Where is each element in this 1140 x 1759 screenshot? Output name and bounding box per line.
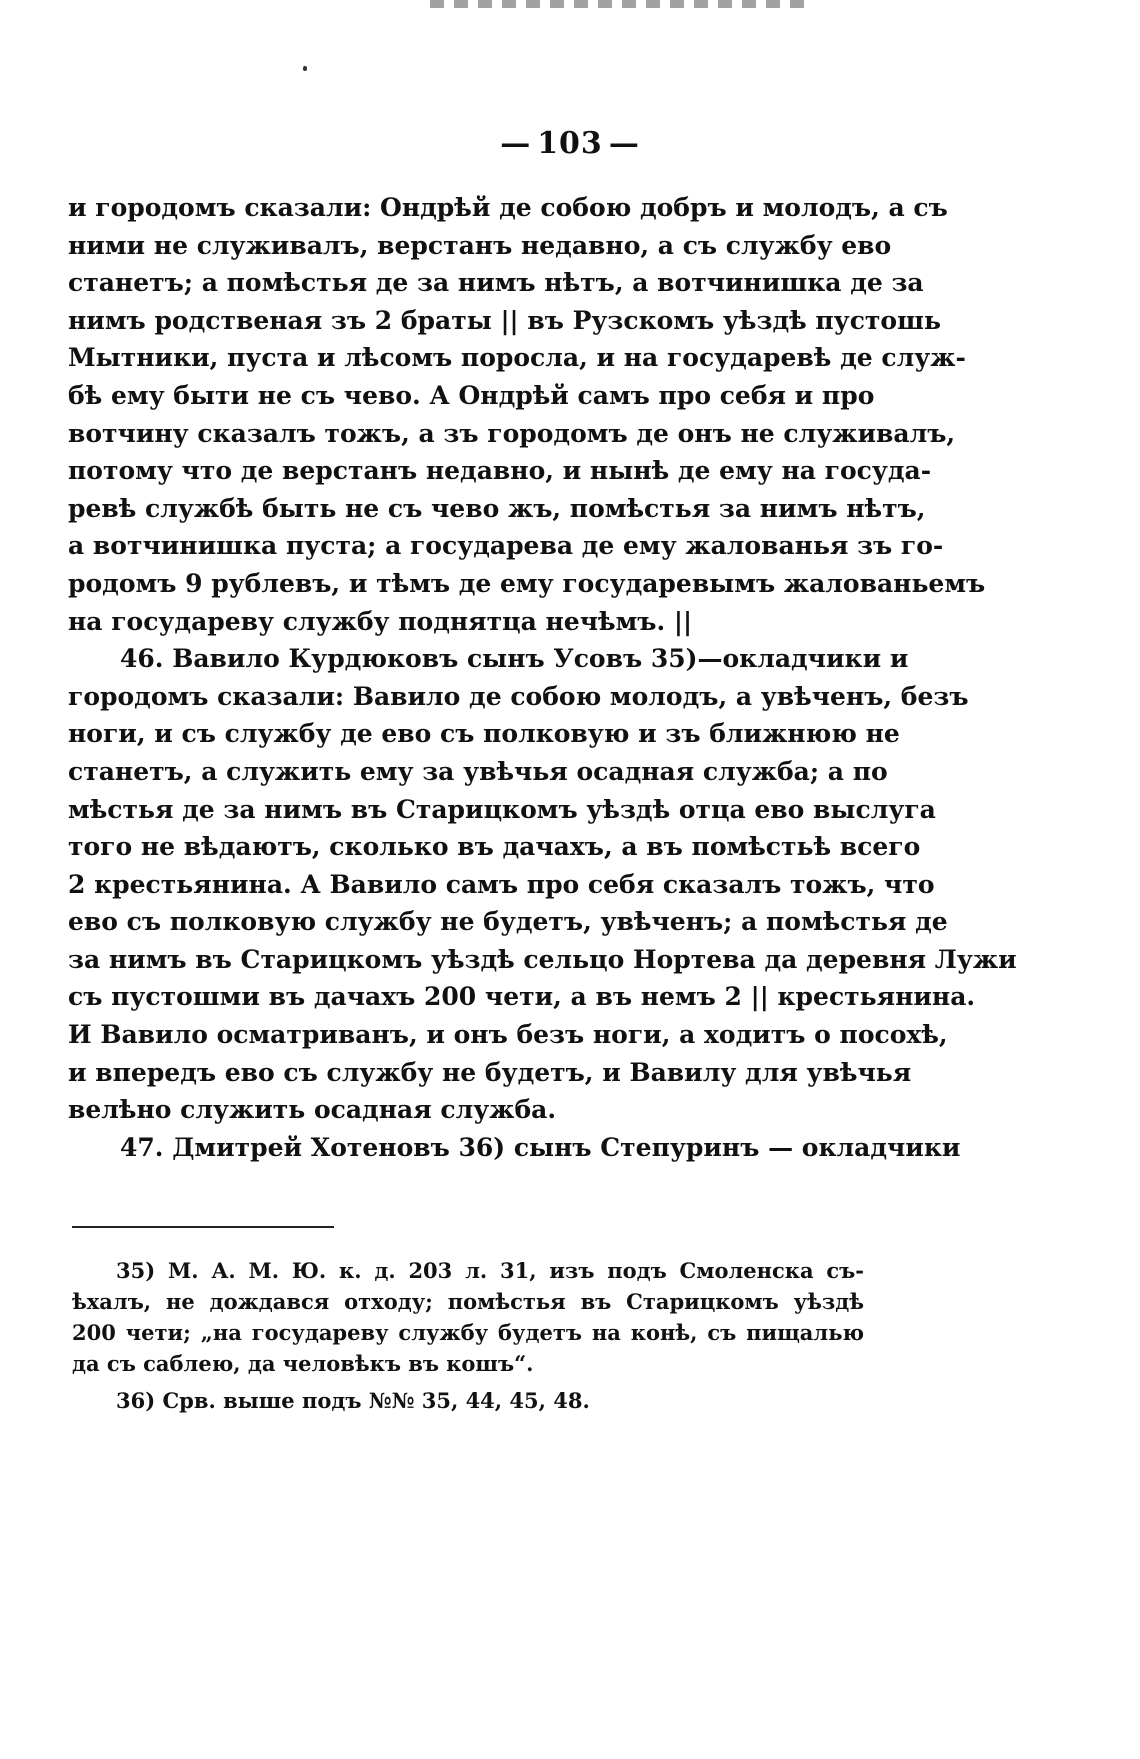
text-line: того не вѣдаютъ, сколько въ дачахъ, а въ помѣстьѣ всего: [68, 832, 921, 862]
text-line: ево съ полковую службу не будетъ, увѣченъ; а помѣстья де: [68, 907, 948, 937]
text-line: потому что де верстанъ недавно, и нынѣ де ему на госуда-: [68, 456, 932, 486]
text-line: Мытники, пуста и лѣсомъ поросла, и на государевѣ де служ-: [68, 343, 966, 373]
footnotes: [72, 1255, 864, 1416]
text-line: станетъ; а помѣстья де за нимъ нѣтъ, а вотчинишка де за: [68, 268, 924, 298]
page-number-dash-left: —: [500, 126, 532, 161]
entry-47-heading-line: 47. Дмитрей Хотеновъ 36) сынъ Степуринъ — окладчики: [120, 1132, 961, 1162]
text-line: 2 крестьянина. А Вавило самъ про себя сказалъ тожъ, что: [68, 869, 935, 899]
text-line: родомъ 9 рублевъ, и тѣмъ де ему государевымъ жалованьемъ: [68, 568, 986, 598]
text-line: И Вавило осматриванъ, и онъ безъ ноги, а ходитъ о посохѣ,: [68, 1020, 948, 1050]
text-line: городомъ сказали: Вавило де собою молодъ, а увѣченъ, безъ: [68, 681, 969, 711]
page-number-value: 103: [537, 126, 603, 161]
text-line: ревѣ службѣ быть не съ чево жъ, помѣстья за нимъ нѣтъ,: [68, 493, 926, 523]
text-line: велѣно служить осадная служба.: [68, 1095, 557, 1125]
text-line: ними не служивалъ, верстанъ недавно, а съ службу ево: [68, 230, 892, 260]
text-line: за нимъ въ Старицкомъ уѣздѣ сельцо Нортева да деревня Лужи: [68, 944, 1017, 974]
footnote-35-line: да съ саблею, да человѣкъ въ кошъ“.: [72, 1351, 534, 1376]
text-line: ноги, и съ службу де ево съ полковую и зъ ближнюю не: [68, 719, 900, 749]
footnote-36-line: 36) Срв. выше подъ №№ 35, 44, 45, 48.: [116, 1388, 590, 1413]
text-line: нимъ родственая зъ 2 браты || въ Рузскомъ уѣздѣ пустошь: [68, 305, 941, 335]
text-line: и впередъ ево съ службу не будетъ, и Вавилу для увѣчья: [68, 1057, 912, 1087]
text-line: вотчину сказалъ тожъ, а зъ городомъ де онъ не служивалъ,: [68, 418, 956, 448]
text-line: бѣ ему быти не съ чево. А Ондрѣй самъ про себя и про: [68, 380, 875, 410]
text-line: а вотчинишка пуста; а государева де ему жалованья зъ го-: [68, 531, 944, 561]
text-line: мѣстья де за нимъ въ Старицкомъ уѣздѣ отца ево выслуга: [68, 794, 936, 824]
main-text: [68, 189, 1017, 1166]
footnote-35-line: 200 чети; „на государеву службу будетъ на конѣ, съ пищалью: [72, 1320, 864, 1345]
text-line: станетъ, а служить ему за увѣчья осадная служба; а по: [68, 756, 888, 786]
text-line: на государеву службу поднятца нечѣмъ. ||: [68, 606, 693, 636]
page-number-dash-right: —: [608, 126, 640, 161]
footnote-separator: [72, 1226, 334, 1228]
previous-page-remnant: [430, 0, 810, 8]
page-number: [0, 126, 1140, 161]
footnote-35-line: ѣхалъ, не дождався отходу; помѣстья въ Старицкомъ уѣздѣ: [72, 1289, 864, 1314]
footnote-35-line: 35) М. А. М. Ю. к. д. 203 л. 31, изъ подъ Смоленска съ-: [116, 1258, 864, 1283]
print-speck: [303, 66, 307, 71]
text-line: съ пустошми въ дачахъ 200 чети, а въ немъ 2 || крестьянина.: [68, 982, 976, 1012]
text-line: и городомъ сказали: Ондрѣй де собою добръ и молодъ, а съ: [68, 193, 948, 222]
entry-46-heading-line: 46. Вавило Курдюковъ сынъ Усовъ 35)—окладчики и: [120, 644, 909, 674]
